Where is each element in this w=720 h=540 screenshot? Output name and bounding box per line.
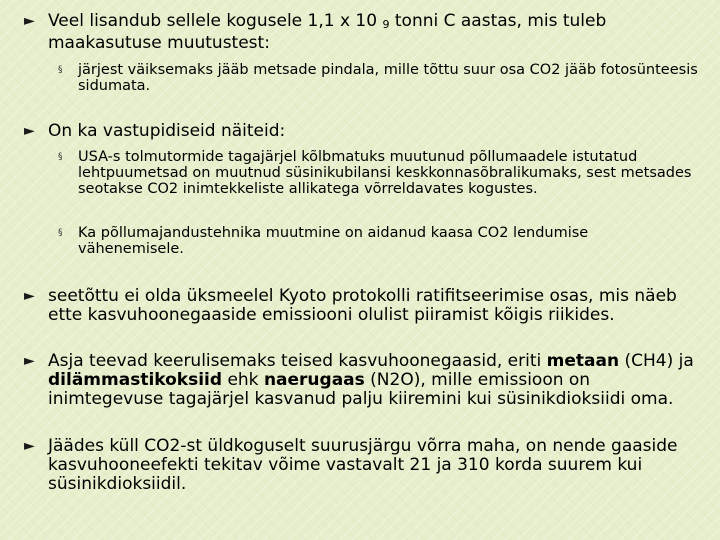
bullet-text: seetõttu ei olda üksmeelel Kyoto protokolli ratifitseerimise osas, mis näeb ette kasvuhoonegaaside emissiooni olulist piiramist kõigis riikides. — [48, 286, 677, 325]
term-laughing-gas: naerugaas — [263, 370, 365, 390]
subbullet-agri-tech — [58, 225, 698, 257]
term-methane: metaan — [546, 351, 620, 371]
bullet-kyoto — [24, 287, 700, 325]
arrow-bullet-icon: ► — [24, 123, 35, 139]
subbullet-text: USA-s tolmutormide tagajärjel kõlbmatuks muutunud põllumaadele istutatud lehtpuumetsad on muutnud süsinikubilansi keskkonnasõbralikumaks, sest metsades seotakse CO2 inimtekkeliste allikatega võrreldavates kogustes. — [78, 149, 692, 197]
subbullet-forest-area — [58, 62, 698, 94]
arrow-bullet-icon: ► — [24, 288, 35, 304]
bullet-text-part: Asja teevad keerulisemaks teised kasvuhoonegaasid, eriti — [48, 351, 547, 371]
subbullet-usa-forests — [58, 149, 698, 197]
bullet-land-use — [24, 12, 700, 53]
bullet-text: On ka vastupidiseid näiteid: — [48, 121, 286, 141]
bullet-text-part: ehk — [222, 370, 264, 390]
bullet-gwp — [24, 437, 700, 494]
bullet-text-part: (CH4) ja — [619, 351, 694, 371]
square-bullet-icon: § — [58, 228, 63, 238]
subbullet-text: järjest väiksemaks jääb metsade pindala, mille tõttu suur osa CO2 jääb fotosünteesis sidumata. — [78, 62, 698, 94]
square-bullet-icon: § — [58, 65, 63, 75]
bullet-counter-examples — [24, 122, 700, 141]
term-nitrous-oxide: dilämmastikoksiid — [48, 370, 223, 390]
bullet-text-part: (N2O), mille emissioon on inimtegevuse tagajärjel kasvanud palju kiiremini kui süsinikdioksiidi oma. — [48, 370, 674, 409]
square-bullet-icon: § — [58, 152, 63, 162]
bullet-other-gases — [24, 352, 700, 409]
bullet-text-part: Veel lisandub sellele kogusele 1,1 x 10 — [48, 11, 383, 31]
bullet-text — [48, 12, 700, 53]
arrow-bullet-icon: ► — [24, 438, 35, 454]
exponent: 9 — [382, 18, 390, 31]
bullet-text — [48, 352, 700, 409]
subbullet-text: Ka põllumajandustehnika muutmine on aidanud kaasa CO2 lendumise vähenemisele. — [78, 225, 589, 257]
arrow-bullet-icon: ► — [24, 353, 35, 369]
arrow-bullet-icon: ► — [24, 13, 35, 29]
bullet-text: Jäädes küll CO2-st üldkoguselt suurusjärgu võrra maha, on nende gaaside kasvuhooneefekti tekitav võime vastavalt 21 ja 310 korda suurem kui süsinikdioksiidil. — [48, 436, 678, 494]
bullet-text-part: tonni C aastas, mis tuleb maakasutuse muutustest: — [48, 11, 607, 53]
